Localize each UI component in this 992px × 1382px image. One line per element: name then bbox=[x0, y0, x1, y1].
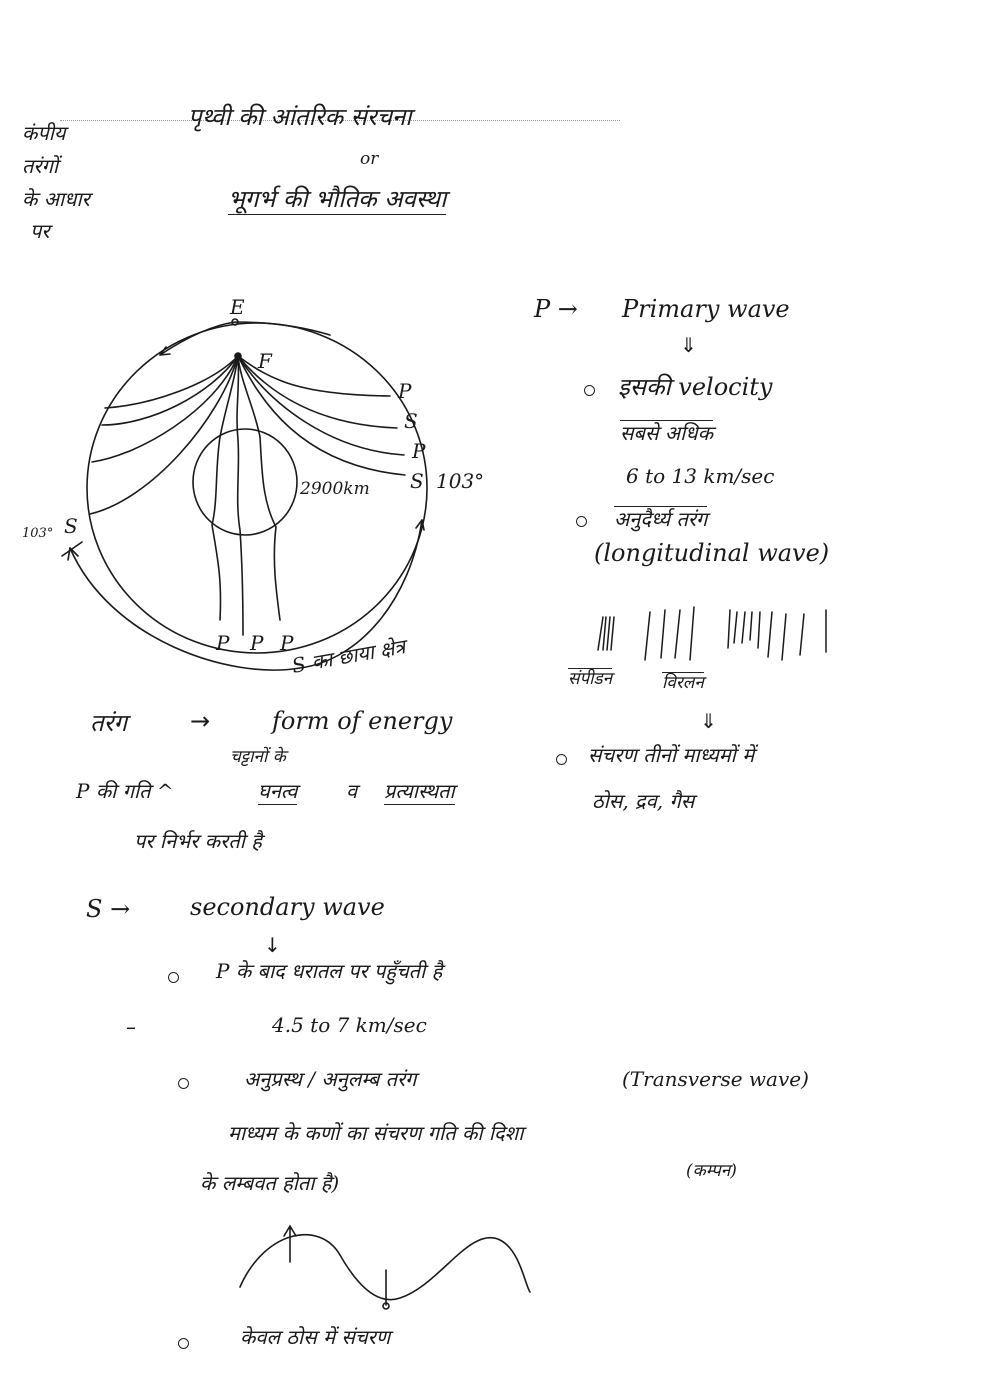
secondary-point2-e: (कम्पन) bbox=[686, 1161, 737, 1181]
secondary-point1: P के बाद धरातल पर पहुँचती है bbox=[216, 959, 443, 983]
margin-note-line3: के आधार bbox=[22, 187, 90, 211]
right-arrow-icon: → bbox=[190, 707, 211, 735]
focus-label: F bbox=[258, 349, 272, 373]
bullet-icon bbox=[576, 516, 587, 527]
insert-note: चट्टानों के bbox=[230, 747, 286, 767]
angle-right-label: 103° bbox=[436, 469, 485, 493]
bullet-icon bbox=[178, 1338, 189, 1349]
bottom-p-label-1: P bbox=[216, 631, 230, 655]
secondary-point2-d: के लम्बवत होता है) bbox=[200, 1171, 340, 1195]
epicenter-label: E bbox=[230, 295, 245, 319]
ray-label-p2: P bbox=[412, 439, 426, 463]
earth-outline bbox=[87, 323, 427, 653]
down-arrow-icon: ⇓ bbox=[680, 333, 697, 357]
primary-point3-b: ठोस, द्रव, गैस bbox=[592, 789, 695, 813]
margin-note-line4: पर bbox=[30, 219, 50, 243]
shadow-zone-label: S का छाया क्षेत्र bbox=[289, 634, 408, 678]
primary-point2-b: (longitudinal wave) bbox=[594, 539, 830, 567]
bottom-p-label-2: P bbox=[250, 631, 264, 655]
left-s-label: S bbox=[64, 514, 78, 538]
margin-note-line2: तरंगों bbox=[22, 154, 59, 178]
primary-point1-b: सबसे अधिक bbox=[620, 421, 713, 445]
bullet-icon bbox=[178, 1078, 189, 1089]
dash-marker: – bbox=[126, 1015, 136, 1039]
down-arrow-icon: ⇓ bbox=[700, 709, 717, 733]
ray-label-s2: S bbox=[410, 469, 424, 493]
title-or: or bbox=[360, 149, 379, 169]
bottom-p-label-3: P bbox=[280, 631, 294, 655]
and-word: व bbox=[346, 779, 358, 803]
secondary-point2-b: (Transverse wave) bbox=[622, 1067, 809, 1091]
page-title-line1: पृथ्वी की आंतरिक संरचना bbox=[188, 103, 412, 131]
secondary-point2-c: माध्यम के कणों का संचरण गति की दिशा bbox=[228, 1121, 524, 1145]
primary-point3-a: संचरण तीनों माध्यमों में bbox=[588, 743, 755, 767]
density-word: घनत्व bbox=[258, 779, 298, 803]
bullet-icon bbox=[584, 385, 595, 396]
primary-symbol: P → bbox=[534, 295, 578, 323]
secondary-speed: 4.5 to 7 km/sec bbox=[272, 1013, 427, 1037]
primary-point2-a: अनुदैर्ध्य तरंग bbox=[614, 507, 708, 531]
depends-line: पर निर्भर करती है bbox=[134, 829, 262, 853]
secondary-point3: केवल ठोस में संचरण bbox=[240, 1325, 391, 1349]
rarefaction-label: विरलन bbox=[662, 673, 704, 693]
angle-left-label: 103° bbox=[22, 526, 54, 541]
elasticity-word: प्रत्यास्थता bbox=[384, 779, 455, 803]
wave-word: तरंग bbox=[90, 709, 128, 737]
down-arrow-icon: ↓ bbox=[264, 933, 281, 957]
core-radius-label: 2900km bbox=[300, 479, 370, 499]
transverse-wave bbox=[240, 1235, 530, 1300]
secondary-heading: secondary wave bbox=[190, 893, 385, 921]
primary-speed: 6 to 13 km/sec bbox=[626, 464, 775, 488]
primary-heading: Primary wave bbox=[622, 295, 790, 323]
ray-label-p1: P bbox=[398, 379, 412, 403]
p-speed-line: P की गति ^ bbox=[76, 779, 174, 803]
core-outline bbox=[193, 429, 297, 535]
compression-label: संपीडन bbox=[568, 669, 613, 689]
secondary-symbol: S → bbox=[86, 895, 131, 923]
wave-definition: form of energy bbox=[272, 707, 453, 735]
ray-label-s1: S bbox=[404, 409, 418, 433]
bullet-icon bbox=[168, 972, 179, 983]
bullet-icon bbox=[556, 754, 567, 765]
page-title-line2: भूगर्भ की भौतिक अवस्था bbox=[228, 186, 446, 215]
secondary-point2-a: अनुप्रस्थ / अनुलम्ब तरंग bbox=[244, 1067, 417, 1091]
primary-point1-a: इसकी velocity bbox=[618, 373, 773, 401]
margin-note-line1: कंपीय bbox=[22, 121, 66, 145]
